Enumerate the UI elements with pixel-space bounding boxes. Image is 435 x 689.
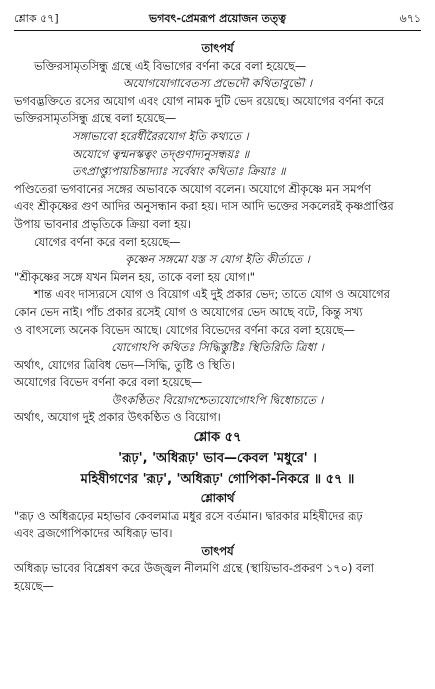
sanskrit-verse: অযোগযোগাবেতস্য প্রভেদৌ কথিতাবুভৌ । bbox=[122, 77, 313, 91]
paragraph-line: পণ্ডিতেরা ভগবানের সঙ্গের অভাবকে অযোগ বলেন। অযোগে শ্রীকৃষ্ণে মন সমর্পণ bbox=[14, 182, 371, 196]
paragraph-line: "শ্রীকৃষ্ণের সঙ্গে যখন মিলন হয়, তাকে বলা হয় যোগ।" bbox=[14, 270, 255, 284]
paragraph-line: ও বাৎসল্যে অনেক বিভেদ আছে। যোগের বিভেদের বর্ণনা করে বলা হয়েছে— bbox=[14, 323, 355, 337]
paragraph-line: অধিরূঢ় ভাবের বিশ্লেষণ করে উজ্জ্বল নীলমণি গ্রন্থে (স্থায়িভাব-প্রকরণ ১৭০) বলা bbox=[14, 562, 374, 576]
paragraph-line: "রূঢ় ও অধিরূঢ়ের মহাভাব কেবলমাত্র মধুর রসে বর্তমান। দ্বারকার মহিষীদের রূঢ় bbox=[14, 509, 363, 523]
sanskrit-verse: কৃষ্ণেন সঙ্গমো যস্ত স যোগ ইতি কীর্ত্যতে । bbox=[125, 253, 310, 267]
paragraph-line: উপায় ভাবনার প্রভৃতিকে ক্রিয়া বলা হয়। bbox=[14, 217, 191, 231]
paragraph-line: অর্থাৎ, অযোগ দুই প্রকার উৎকণ্ঠিত ও বিয়োগ। bbox=[14, 411, 221, 425]
paragraph-line: কোন ভেদ নাই। পাঁচ প্রকার রসেই যোগ ও অযোগের ভেদ আছে বটে, কিন্তু সখ্য bbox=[14, 305, 363, 319]
sanskrit-verse: উৎকণ্ঠিতং বিয়োগশ্চেত্যযোগোঽপি দ্বিধোচ্যতে । bbox=[111, 393, 324, 407]
sanskrit-verse: যোগোঽপি কথিতঃ সিদ্ধিস্তুষ্টিঃ স্থিতিরিতি ত্রিধা । bbox=[111, 341, 324, 355]
header-verse-ref: শ্লোক ৫৭] bbox=[14, 12, 59, 25]
page-number: ৬৭১ bbox=[399, 12, 421, 25]
paragraph-line: যোগের বর্ণনা করে বলা হয়েছে— bbox=[34, 235, 181, 249]
section-heading-purport: তাৎপর্য bbox=[201, 544, 234, 558]
paragraph-line: অযোগের বিভেদ বর্ণনা করে বলা হয়েছে— bbox=[14, 376, 203, 390]
verse-heading: শ্লোক ৫৭ bbox=[193, 430, 242, 446]
sanskrit-verse: সঙ্গাভাবো হরের্ধীরৈরযোগ ইতি কথ্যতে । bbox=[72, 129, 249, 143]
section-heading-purport: তাৎপর্য bbox=[201, 42, 234, 55]
paragraph-line: এবং ব্রজগোপিকাদের অধিরূঢ় ভাব। bbox=[14, 527, 173, 541]
paragraph-line: শান্ত এবং দাস্যরসে যোগ ও বিয়োগ এই দুই প্রকার ভেদ; তাতে যোগ ও অযোগের bbox=[34, 288, 390, 302]
header-rule bbox=[14, 30, 421, 31]
sanskrit-verse: তৎপ্রাপ্ত্যুপায়চিন্তাদ্যাঃ সর্বেষাং কথিতাঃ ক্রিয়াঃ ॥ bbox=[72, 165, 286, 179]
verse-line: 'রূঢ়', 'অধিরূঢ়' ভাব—কেবল 'মধুরে' । bbox=[118, 451, 317, 467]
paragraph-line: অর্থাৎ, যোগের ত্রিবিধ ভেদ—সিদ্ধি, তুষ্টি ও স্থিতি। bbox=[14, 358, 235, 372]
paragraph-line: হয়েছে— bbox=[14, 580, 54, 594]
paragraph-line: এবং শ্রীকৃষ্ণের গুণ আদির অনুসন্ধান করা হয়। দাস আদি ভক্তের সকলেরই কৃষ্ণপ্রাপ্তির bbox=[14, 200, 394, 214]
paragraph-line: ভক্তিরসামৃতসিন্ধু গ্রন্থে এই বিভাগের বর্ণনা করে বলা হয়েছে— bbox=[34, 59, 307, 73]
verse-line: মহিষীগণের 'রূঢ়', 'অধিরূঢ়' গোপিকা-নিকরে ॥ ৫৭ ॥ bbox=[80, 472, 355, 488]
section-heading-translation: শ্লোকার্থ bbox=[200, 492, 235, 506]
paragraph-line: ভগবদ্ভক্তিতে রসের অযোগ এবং যোগ নামক দুটি ভেদ রয়েছে। অযোগের বর্ণনা করে bbox=[14, 94, 384, 108]
sanskrit-verse: অযোগে ত্বন্মনস্কত্বং তদ্গুণাদ্যনুসন্ধয়ঃ ॥ bbox=[72, 147, 250, 161]
page-body bbox=[14, 40, 421, 596]
header-title: ভগবৎ-প্রেমরূপ প্রয়োজন তত্ত্ব bbox=[149, 12, 286, 25]
paragraph-line: ভক্তিরসামৃতসিন্ধু গ্রন্থে বলা হয়েছে— bbox=[14, 112, 177, 126]
page-header bbox=[14, 8, 421, 30]
